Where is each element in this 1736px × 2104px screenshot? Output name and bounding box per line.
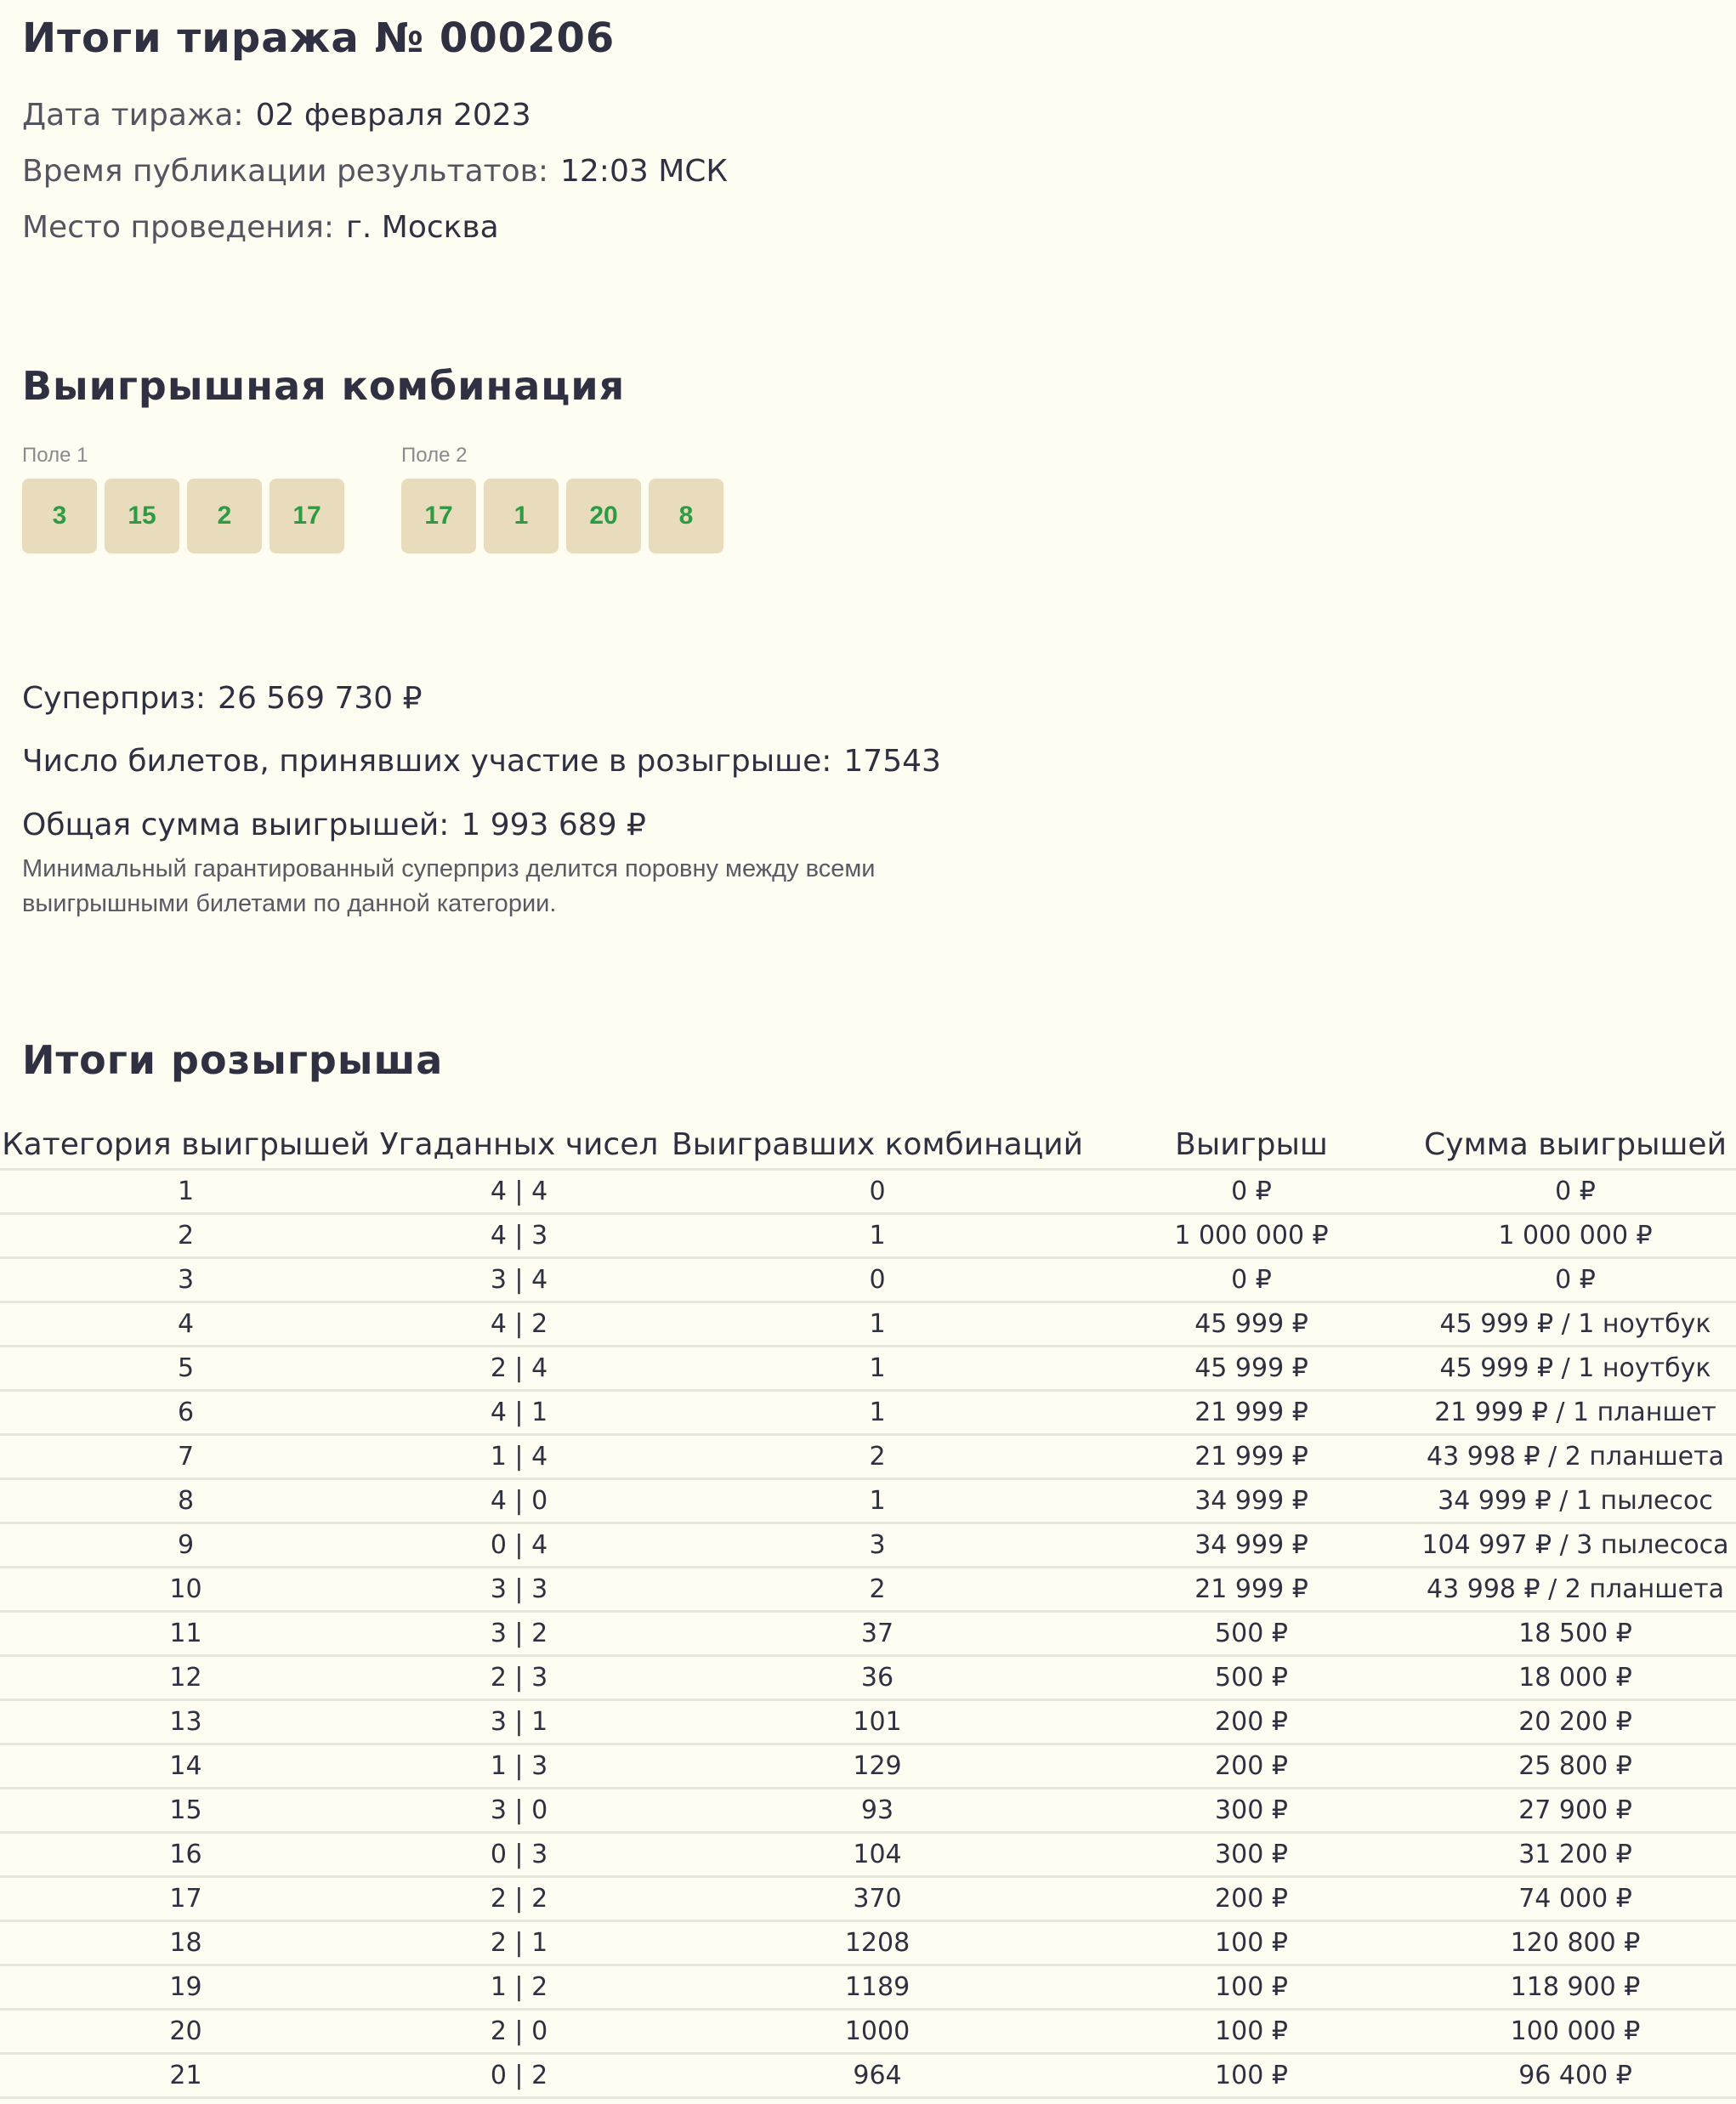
cell-matched: 1 | 4 xyxy=(372,1435,667,1479)
ball: 20 xyxy=(566,479,641,553)
cell-matched: 3 | 3 xyxy=(372,1568,667,1612)
table-row xyxy=(0,1214,1736,1258)
cell-category: 10 xyxy=(0,1568,372,1612)
cell-matched: 1 | 3 xyxy=(372,1744,667,1789)
cell-prize: 300 ₽ xyxy=(1088,1833,1415,1877)
table-row xyxy=(0,1612,1736,1656)
ball: 2 xyxy=(187,479,262,553)
superprize-note: Минимальный гарантированный суперприз делится поровну между всеми выигрышными билетами по данной категории. xyxy=(22,855,876,917)
ball: 1 xyxy=(484,479,559,553)
cell-total: 120 800 ₽ xyxy=(1415,1921,1736,1965)
cell-winning-combos: 104 xyxy=(667,1833,1088,1877)
cell-prize: 100 ₽ xyxy=(1088,1921,1415,1965)
table-row xyxy=(0,1965,1736,2010)
publish-time-value: 12:03 МСК xyxy=(560,154,728,189)
cell-matched: 4 | 1 xyxy=(372,1391,667,1435)
total-winnings-value: 1 993 689 ₽ xyxy=(461,808,646,842)
cell-total: 31 200 ₽ xyxy=(1415,1833,1736,1877)
cell-winning-combos: 0 xyxy=(667,1258,1088,1302)
cell-winning-combos: 1 xyxy=(667,1347,1088,1391)
cell-category: 15 xyxy=(0,1789,372,1833)
table-row xyxy=(0,1479,1736,1523)
field-1-label: Поле 1 xyxy=(22,444,88,467)
cell-prize: 34 999 ₽ xyxy=(1088,1523,1415,1568)
cell-matched: 0 | 2 xyxy=(372,2054,667,2098)
cell-category: 13 xyxy=(0,1700,372,1744)
cell-matched: 2 | 3 xyxy=(372,1656,667,1700)
cell-category: 5 xyxy=(0,1347,372,1391)
table-row xyxy=(0,1391,1736,1435)
cell-prize: 45 999 ₽ xyxy=(1088,1302,1415,1347)
cell-total: 104 997 ₽ / 3 пылесоса xyxy=(1415,1523,1736,1568)
cell-matched: 3 | 1 xyxy=(372,1700,667,1744)
tickets-value: 17543 xyxy=(843,744,941,779)
results-title: Итоги розыгрыша xyxy=(22,1037,444,1083)
cell-prize: 200 ₽ xyxy=(1088,1744,1415,1789)
draw-date-line xyxy=(22,94,531,138)
cell-total: 45 999 ₽ / 1 ноутбук xyxy=(1415,1347,1736,1391)
cell-prize: 21 999 ₽ xyxy=(1088,1391,1415,1435)
cell-matched: 2 | 1 xyxy=(372,1921,667,1965)
cell-matched: 0 | 4 xyxy=(372,1523,667,1568)
cell-prize: 200 ₽ xyxy=(1088,1700,1415,1744)
cell-winning-combos: 101 xyxy=(667,1700,1088,1744)
field-2-label: Поле 2 xyxy=(401,444,468,467)
cell-total: 96 400 ₽ xyxy=(1415,2054,1736,2098)
cell-winning-combos: 1189 xyxy=(667,1965,1088,2010)
cell-category: 11 xyxy=(0,1612,372,1656)
superprize-value: 26 569 730 ₽ xyxy=(218,681,423,716)
superprize-label: Суперприз: xyxy=(22,681,207,716)
column-header-total: Сумма выигрышей xyxy=(1415,1120,1736,1170)
cell-winning-combos: 1 xyxy=(667,1479,1088,1523)
cell-matched: 4 | 3 xyxy=(372,1214,667,1258)
cell-matched: 3 | 2 xyxy=(372,1612,667,1656)
ball: 3 xyxy=(22,479,97,553)
cell-matched: 2 | 4 xyxy=(372,1347,667,1391)
cell-prize: 21 999 ₽ xyxy=(1088,1568,1415,1612)
cell-prize: 500 ₽ xyxy=(1088,1612,1415,1656)
place-line xyxy=(22,206,499,250)
column-header-matched: Угаданных чисел xyxy=(372,1120,667,1170)
cell-prize: 100 ₽ xyxy=(1088,2054,1415,2098)
cell-matched: 0 | 3 xyxy=(372,1833,667,1877)
cell-matched: 3 | 4 xyxy=(372,1258,667,1302)
table-row xyxy=(0,1258,1736,1302)
column-header-category: Категория выигрышей xyxy=(0,1120,372,1170)
cell-prize: 300 ₽ xyxy=(1088,1789,1415,1833)
table-row xyxy=(0,1568,1736,1612)
cell-winning-combos: 964 xyxy=(667,2054,1088,2098)
field-2-balls xyxy=(401,479,723,553)
table-row xyxy=(0,1744,1736,1789)
ball: 8 xyxy=(649,479,723,553)
total-winnings-line xyxy=(22,803,646,848)
cell-winning-combos: 1 xyxy=(667,1391,1088,1435)
cell-category: 16 xyxy=(0,1833,372,1877)
cell-total: 100 000 ₽ xyxy=(1415,2010,1736,2054)
cell-winning-combos: 1 xyxy=(667,1302,1088,1347)
cell-total: 20 200 ₽ xyxy=(1415,1700,1736,1744)
tickets-line xyxy=(22,740,941,784)
cell-winning-combos: 1208 xyxy=(667,1921,1088,1965)
cell-total: 21 999 ₽ / 1 планшет xyxy=(1415,1391,1736,1435)
cell-matched: 2 | 0 xyxy=(372,2010,667,2054)
cell-winning-combos: 3 xyxy=(667,1523,1088,1568)
cell-matched: 3 | 0 xyxy=(372,1789,667,1833)
table-row xyxy=(0,1833,1736,1877)
cell-winning-combos: 1000 xyxy=(667,2010,1088,2054)
cell-winning-combos: 129 xyxy=(667,1744,1088,1789)
cell-category: 21 xyxy=(0,2054,372,2098)
cell-total: 18 500 ₽ xyxy=(1415,1612,1736,1656)
cell-total: 43 998 ₽ / 2 планшета xyxy=(1415,1435,1736,1479)
superprize-line xyxy=(22,677,423,721)
cell-winning-combos: 2 xyxy=(667,1568,1088,1612)
publish-time-line xyxy=(22,150,728,194)
total-winnings-label: Общая сумма выигрышей: xyxy=(22,808,450,842)
cell-category: 17 xyxy=(0,1877,372,1921)
table-row xyxy=(0,1170,1736,1214)
table-row xyxy=(0,1347,1736,1391)
cell-prize: 1 000 000 ₽ xyxy=(1088,1214,1415,1258)
draw-date-label: Дата тиража: xyxy=(22,98,244,133)
cell-matched: 4 | 0 xyxy=(372,1479,667,1523)
column-header-winning-combos: Выигравших комбинаций xyxy=(667,1120,1088,1170)
table-row xyxy=(0,1302,1736,1347)
cell-matched: 2 | 2 xyxy=(372,1877,667,1921)
draw-date-value: 02 февраля 2023 xyxy=(255,98,531,133)
table-row xyxy=(0,1656,1736,1700)
combination-title: Выигрышная комбинация xyxy=(22,363,626,409)
cell-matched: 4 | 4 xyxy=(372,1170,667,1214)
ball: 17 xyxy=(269,479,344,553)
table-header-row xyxy=(0,1120,1736,1170)
cell-prize: 0 ₽ xyxy=(1088,1170,1415,1214)
cell-total: 27 900 ₽ xyxy=(1415,1789,1736,1833)
table-row xyxy=(0,1789,1736,1833)
table-row xyxy=(0,1877,1736,1921)
cell-matched: 1 | 2 xyxy=(372,1965,667,2010)
cell-winning-combos: 0 xyxy=(667,1170,1088,1214)
cell-winning-combos: 2 xyxy=(667,1435,1088,1479)
table-row xyxy=(0,1435,1736,1479)
cell-winning-combos: 37 xyxy=(667,1612,1088,1656)
cell-category: 2 xyxy=(0,1214,372,1258)
cell-total: 74 000 ₽ xyxy=(1415,1877,1736,1921)
table-row xyxy=(0,2054,1736,2098)
cell-total: 45 999 ₽ / 1 ноутбук xyxy=(1415,1302,1736,1347)
table-row xyxy=(0,1700,1736,1744)
cell-total: 0 ₽ xyxy=(1415,1258,1736,1302)
cell-total: 1 000 000 ₽ xyxy=(1415,1214,1736,1258)
cell-category: 9 xyxy=(0,1523,372,1568)
results-table xyxy=(0,1120,1736,2099)
cell-prize: 21 999 ₽ xyxy=(1088,1435,1415,1479)
column-header-prize: Выигрыш xyxy=(1088,1120,1415,1170)
cell-prize: 500 ₽ xyxy=(1088,1656,1415,1700)
place-label: Место проведения: xyxy=(22,210,334,245)
cell-prize: 34 999 ₽ xyxy=(1088,1479,1415,1523)
cell-prize: 0 ₽ xyxy=(1088,1258,1415,1302)
cell-category: 14 xyxy=(0,1744,372,1789)
cell-category: 7 xyxy=(0,1435,372,1479)
cell-category: 3 xyxy=(0,1258,372,1302)
table-row xyxy=(0,1523,1736,1568)
cell-prize: 45 999 ₽ xyxy=(1088,1347,1415,1391)
place-value: г. Москва xyxy=(345,210,499,245)
cell-category: 4 xyxy=(0,1302,372,1347)
cell-total: 18 000 ₽ xyxy=(1415,1656,1736,1700)
cell-category: 1 xyxy=(0,1170,372,1214)
cell-category: 12 xyxy=(0,1656,372,1700)
cell-category: 20 xyxy=(0,2010,372,2054)
page-title: Итоги тиража № 000206 xyxy=(22,14,616,62)
cell-total: 25 800 ₽ xyxy=(1415,1744,1736,1789)
table-row xyxy=(0,1921,1736,1965)
cell-prize: 100 ₽ xyxy=(1088,1965,1415,2010)
table-row xyxy=(0,2010,1736,2054)
ball: 17 xyxy=(401,479,476,553)
field-1-balls xyxy=(22,479,344,553)
tickets-label: Число билетов, принявших участие в розыгрыше: xyxy=(22,744,832,779)
cell-category: 6 xyxy=(0,1391,372,1435)
cell-winning-combos: 1 xyxy=(667,1214,1088,1258)
cell-total: 43 998 ₽ / 2 планшета xyxy=(1415,1568,1736,1612)
cell-category: 19 xyxy=(0,1965,372,2010)
cell-prize: 100 ₽ xyxy=(1088,2010,1415,2054)
cell-category: 18 xyxy=(0,1921,372,1965)
cell-matched: 4 | 2 xyxy=(372,1302,667,1347)
cell-winning-combos: 370 xyxy=(667,1877,1088,1921)
publish-time-label: Время публикации результатов: xyxy=(22,154,548,189)
cell-total: 34 999 ₽ / 1 пылесос xyxy=(1415,1479,1736,1523)
ball: 15 xyxy=(105,479,179,553)
cell-total: 0 ₽ xyxy=(1415,1170,1736,1214)
cell-total: 118 900 ₽ xyxy=(1415,1965,1736,2010)
cell-winning-combos: 93 xyxy=(667,1789,1088,1833)
cell-winning-combos: 36 xyxy=(667,1656,1088,1700)
cell-category: 8 xyxy=(0,1479,372,1523)
cell-prize: 200 ₽ xyxy=(1088,1877,1415,1921)
